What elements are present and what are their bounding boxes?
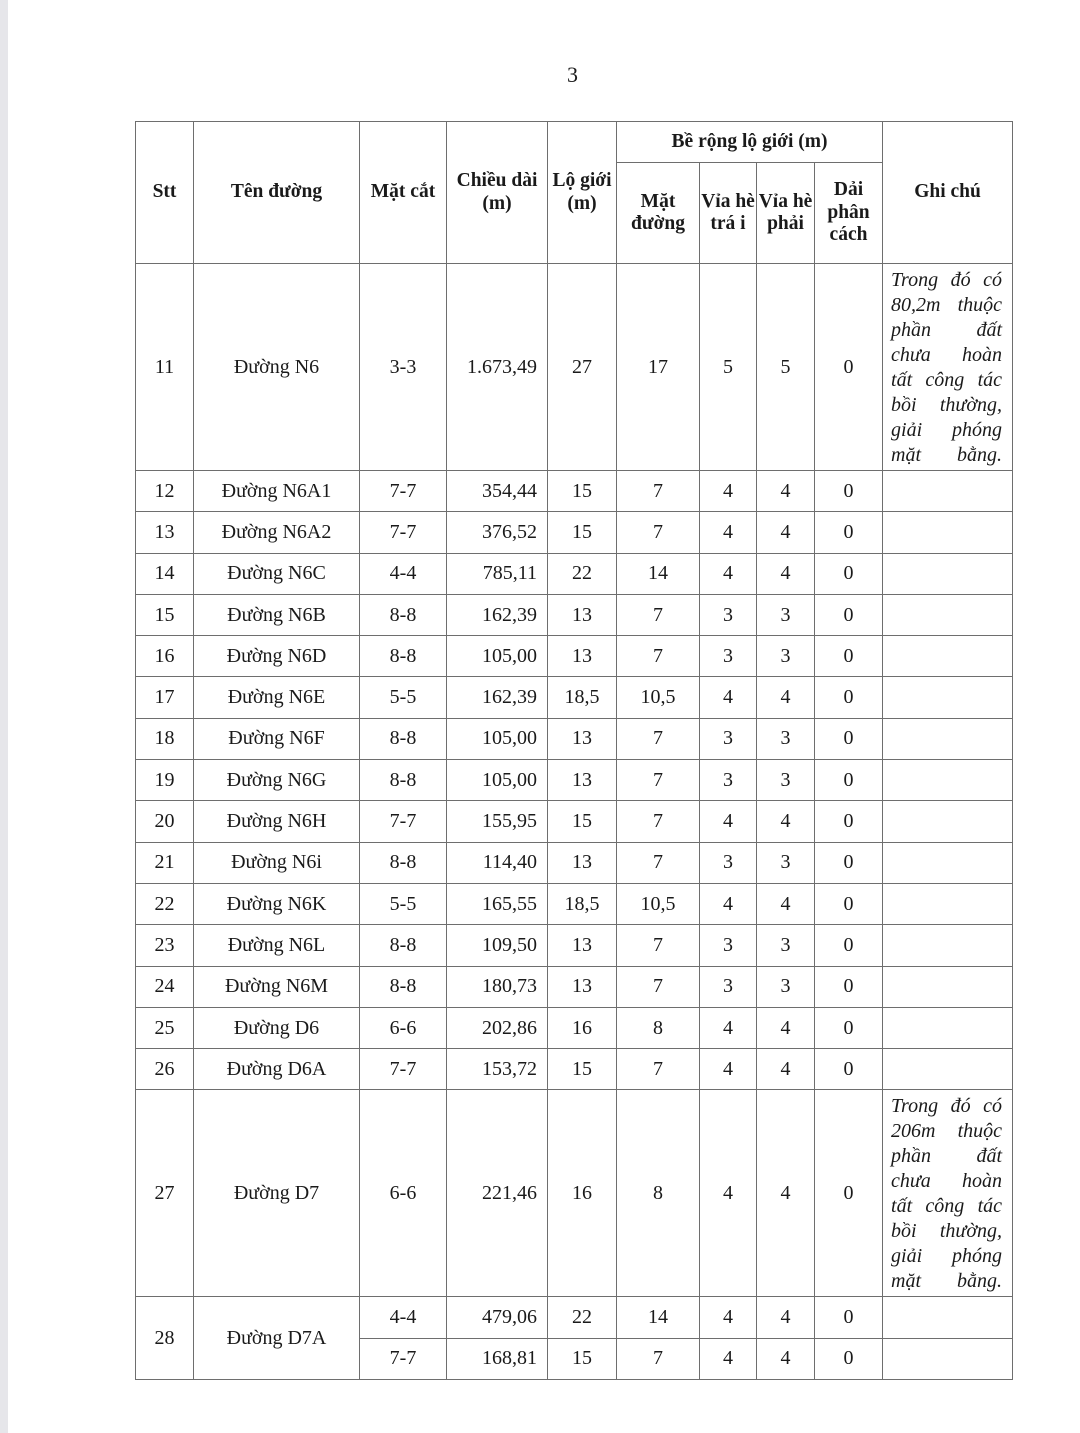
via-he-phai-cell: 4: [757, 1338, 815, 1379]
via-he-phai-cell: 3: [757, 636, 815, 677]
dai-phan-cach-cell: 0: [815, 1090, 883, 1297]
mat-duong-cell: 7: [617, 801, 700, 842]
mat-cat-cell: 8-8: [360, 842, 447, 883]
chieu-dai-cell: 376,52: [447, 512, 548, 553]
ten-duong-cell: Đường D6A: [194, 1049, 360, 1090]
via-he-phai-cell: 3: [757, 842, 815, 883]
dai-phan-cach-cell: 0: [815, 512, 883, 553]
stt-cell: 15: [136, 594, 194, 635]
ghi-chu-line: phần đất: [891, 1145, 1003, 1168]
via-he-trai-cell: 4: [700, 553, 757, 594]
via-he-trai-cell: 4: [700, 1297, 757, 1338]
mat-cat-cell: 5-5: [360, 883, 447, 924]
mat-cat-cell: 8-8: [360, 966, 447, 1007]
header-mat-cat: Mặt cắt: [360, 122, 447, 264]
ghi-chu-line: tất công tác: [891, 1195, 1003, 1218]
mat-duong-cell: 7: [617, 718, 700, 759]
via-he-phai-cell: 3: [757, 760, 815, 801]
mat-cat-cell: 8-8: [360, 594, 447, 635]
mat-cat-cell: 7-7: [360, 1338, 447, 1379]
via-he-trai-cell: 3: [700, 718, 757, 759]
mat-duong-cell: 7: [617, 1338, 700, 1379]
dai-phan-cach-cell: 0: [815, 636, 883, 677]
dai-phan-cach-cell: 0: [815, 1007, 883, 1048]
header-stt: Stt: [136, 122, 194, 264]
header-chieu-dai: Chiều dài (m): [447, 122, 548, 264]
via-he-phai-cell: 5: [757, 264, 815, 471]
stt-cell: 28: [136, 1297, 194, 1380]
table-row: [136, 801, 1013, 842]
chieu-dai-cell: 165,55: [447, 883, 548, 924]
mat-duong-cell: 7: [617, 925, 700, 966]
via-he-phai-cell: 4: [757, 883, 815, 924]
chieu-dai-cell: 168,81: [447, 1338, 548, 1379]
ten-duong-cell: Đường D7: [194, 1090, 360, 1297]
stt-cell: 13: [136, 512, 194, 553]
ghi-chu-cell: [883, 925, 1013, 966]
via-he-trai-cell: 3: [700, 636, 757, 677]
via-he-trai-cell: 3: [700, 594, 757, 635]
dai-phan-cach-cell: 0: [815, 471, 883, 512]
ten-duong-cell: Đường N6K: [194, 883, 360, 924]
viewer-left-edge: [0, 0, 8, 1433]
stt-cell: 23: [136, 925, 194, 966]
lo-gioi-cell: 13: [548, 594, 617, 635]
ten-duong-cell: Đường N6E: [194, 677, 360, 718]
stt-cell: 19: [136, 760, 194, 801]
ghi-chu-cell: [883, 636, 1013, 677]
dai-phan-cach-cell: 0: [815, 1297, 883, 1338]
ghi-chu-cell: [883, 801, 1013, 842]
via-he-trai-cell: 4: [700, 1049, 757, 1090]
via-he-phai-cell: 4: [757, 801, 815, 842]
lo-gioi-cell: 15: [548, 471, 617, 512]
chieu-dai-cell: 114,40: [447, 842, 548, 883]
via-he-phai-cell: 4: [757, 471, 815, 512]
table-row: [136, 553, 1013, 594]
table-row: [136, 1297, 1013, 1338]
chieu-dai-cell: 785,11: [447, 553, 548, 594]
mat-duong-cell: 7: [617, 636, 700, 677]
ghi-chu-line: Trong đó có: [891, 269, 1003, 291]
mat-cat-cell: 7-7: [360, 471, 447, 512]
ghi-chu-line: giải phóng: [891, 1245, 1003, 1268]
header-lo-gioi: Lộ giới (m): [548, 122, 617, 264]
lo-gioi-cell: 13: [548, 760, 617, 801]
ghi-chu-cell: [883, 677, 1013, 718]
mat-duong-cell: 14: [617, 1297, 700, 1338]
table-row: [136, 925, 1013, 966]
lo-gioi-cell: 15: [548, 801, 617, 842]
header-mat-duong: Mặt đường: [617, 163, 700, 264]
table-row: [136, 760, 1013, 801]
chieu-dai-cell: 155,95: [447, 801, 548, 842]
ten-duong-cell: Đường D7A: [194, 1297, 360, 1380]
dai-phan-cach-cell: 0: [815, 760, 883, 801]
dai-phan-cach-cell: 0: [815, 883, 883, 924]
via-he-phai-cell: 4: [757, 1297, 815, 1338]
mat-duong-cell: 8: [617, 1090, 700, 1297]
ten-duong-cell: Đường D6: [194, 1007, 360, 1048]
header-via-he-trai: Vỉa hè trá i: [700, 163, 757, 264]
ten-duong-cell: Đường N6G: [194, 760, 360, 801]
ghi-chu-line: tất công tác: [891, 369, 1003, 391]
header-be-rong-group: Bề rộng lộ giới (m): [617, 122, 883, 163]
stt-cell: 12: [136, 471, 194, 512]
via-he-phai-cell: 4: [757, 512, 815, 553]
dai-phan-cach-cell: 0: [815, 842, 883, 883]
lo-gioi-cell: 15: [548, 1049, 617, 1090]
stt-cell: 27: [136, 1090, 194, 1297]
lo-gioi-cell: 15: [548, 1338, 617, 1379]
ghi-chu-cell: [883, 1090, 1013, 1297]
via-he-phai-cell: 3: [757, 594, 815, 635]
table-row: [136, 512, 1013, 553]
page-number: 3: [567, 62, 578, 87]
via-he-phai-cell: 4: [757, 553, 815, 594]
table-row: [136, 636, 1013, 677]
via-he-trai-cell: 4: [700, 1007, 757, 1048]
stt-cell: 16: [136, 636, 194, 677]
ghi-chu-cell: [883, 553, 1013, 594]
mat-cat-cell: 8-8: [360, 718, 447, 759]
ghi-chu-line: chưa hoàn: [891, 344, 1003, 366]
chieu-dai-cell: 180,73: [447, 966, 548, 1007]
chieu-dai-cell: 153,72: [447, 1049, 548, 1090]
chieu-dai-cell: 354,44: [447, 471, 548, 512]
ghi-chu-cell: [883, 471, 1013, 512]
stt-cell: 20: [136, 801, 194, 842]
via-he-trai-cell: 4: [700, 883, 757, 924]
ghi-chu-line: Trong đó có: [891, 1095, 1003, 1118]
table-row: [136, 966, 1013, 1007]
ghi-chu-line: phần đất: [891, 319, 1003, 341]
table-body: [136, 264, 1013, 1380]
table-header: [136, 122, 1013, 264]
via-he-trai-cell: 4: [700, 1338, 757, 1379]
ten-duong-cell: Đường N6F: [194, 718, 360, 759]
lo-gioi-cell: 27: [548, 264, 617, 471]
header-ten-duong: Tên đường: [194, 122, 360, 264]
stt-cell: 14: [136, 553, 194, 594]
dai-phan-cach-cell: 0: [815, 677, 883, 718]
ghi-chu-cell: [883, 883, 1013, 924]
mat-duong-cell: 7: [617, 842, 700, 883]
mat-cat-cell: 6-6: [360, 1090, 447, 1297]
ten-duong-cell: Đường N6L: [194, 925, 360, 966]
mat-duong-cell: 7: [617, 471, 700, 512]
via-he-phai-cell: 4: [757, 1007, 815, 1048]
mat-cat-cell: 8-8: [360, 760, 447, 801]
lo-gioi-cell: 16: [548, 1007, 617, 1048]
stt-cell: 17: [136, 677, 194, 718]
table-row: [136, 842, 1013, 883]
mat-cat-cell: 8-8: [360, 636, 447, 677]
road-table: [135, 121, 1013, 1380]
lo-gioi-cell: 13: [548, 966, 617, 1007]
lo-gioi-cell: 22: [548, 553, 617, 594]
chieu-dai-cell: 479,06: [447, 1297, 548, 1338]
mat-duong-cell: 17: [617, 264, 700, 471]
via-he-trai-cell: 3: [700, 925, 757, 966]
ghi-chu-line: mặt bằng.: [891, 444, 1003, 466]
via-he-phai-cell: 4: [757, 1049, 815, 1090]
mat-duong-cell: 8: [617, 1007, 700, 1048]
mat-duong-cell: 7: [617, 1049, 700, 1090]
ghi-chu-cell: [883, 966, 1013, 1007]
via-he-trai-cell: 4: [700, 1090, 757, 1297]
mat-cat-cell: 3-3: [360, 264, 447, 471]
lo-gioi-cell: 15: [548, 512, 617, 553]
header-dai-phan-cach: Dải phân cách: [815, 163, 883, 264]
table-row: [136, 1049, 1013, 1090]
table-row: [136, 883, 1013, 924]
lo-gioi-cell: 13: [548, 842, 617, 883]
mat-cat-cell: 5-5: [360, 677, 447, 718]
chieu-dai-cell: 1.673,49: [447, 264, 548, 471]
table-row: [136, 718, 1013, 759]
ghi-chu-cell: [883, 264, 1013, 471]
via-he-trai-cell: 3: [700, 760, 757, 801]
ten-duong-cell: Đường N6B: [194, 594, 360, 635]
header-ghi-chu: Ghi chú: [883, 122, 1013, 264]
ghi-chu-cell: [883, 1338, 1013, 1379]
via-he-phai-cell: 3: [757, 966, 815, 1007]
lo-gioi-cell: 13: [548, 636, 617, 677]
lo-gioi-cell: 13: [548, 718, 617, 759]
chieu-dai-cell: 221,46: [447, 1090, 548, 1297]
ghi-chu-line: bồi thường,: [891, 394, 1003, 416]
mat-duong-cell: 10,5: [617, 677, 700, 718]
via-he-trai-cell: 4: [700, 471, 757, 512]
chieu-dai-cell: 109,50: [447, 925, 548, 966]
dai-phan-cach-cell: 0: [815, 594, 883, 635]
mat-cat-cell: 8-8: [360, 925, 447, 966]
via-he-trai-cell: 4: [700, 677, 757, 718]
mat-cat-cell: 7-7: [360, 1049, 447, 1090]
ten-duong-cell: Đường N6C: [194, 553, 360, 594]
via-he-phai-cell: 4: [757, 677, 815, 718]
via-he-phai-cell: 3: [757, 925, 815, 966]
dai-phan-cach-cell: 0: [815, 718, 883, 759]
chieu-dai-cell: 105,00: [447, 760, 548, 801]
ghi-chu-line: chưa hoàn: [891, 1170, 1003, 1193]
chieu-dai-cell: 162,39: [447, 594, 548, 635]
dai-phan-cach-cell: 0: [815, 801, 883, 842]
via-he-trai-cell: 5: [700, 264, 757, 471]
table-row: [136, 264, 1013, 471]
ghi-chu-cell: [883, 594, 1013, 635]
ten-duong-cell: Đường N6i: [194, 842, 360, 883]
stt-cell: 22: [136, 883, 194, 924]
ten-duong-cell: Đường N6D: [194, 636, 360, 677]
ghi-chu-cell: [883, 1297, 1013, 1338]
table-row: [136, 594, 1013, 635]
dai-phan-cach-cell: 0: [815, 553, 883, 594]
ten-duong-cell: Đường N6H: [194, 801, 360, 842]
ghi-chu-cell: [883, 1049, 1013, 1090]
ghi-chu-cell: [883, 718, 1013, 759]
dai-phan-cach-cell: 0: [815, 1049, 883, 1090]
via-he-trai-cell: 3: [700, 842, 757, 883]
via-he-trai-cell: 4: [700, 512, 757, 553]
mat-cat-cell: 4-4: [360, 553, 447, 594]
mat-cat-cell: 7-7: [360, 801, 447, 842]
lo-gioi-cell: 16: [548, 1090, 617, 1297]
lo-gioi-cell: 18,5: [548, 883, 617, 924]
stt-cell: 21: [136, 842, 194, 883]
lo-gioi-cell: 18,5: [548, 677, 617, 718]
ten-duong-cell: Đường N6A1: [194, 471, 360, 512]
mat-duong-cell: 7: [617, 760, 700, 801]
table-row: [136, 1007, 1013, 1048]
ghi-chu-line: bồi thường,: [891, 1220, 1003, 1243]
mat-cat-cell: 4-4: [360, 1297, 447, 1338]
mat-duong-cell: 7: [617, 512, 700, 553]
ghi-chu-cell: [883, 842, 1013, 883]
mat-duong-cell: 7: [617, 594, 700, 635]
ten-duong-cell: Đường N6: [194, 264, 360, 471]
lo-gioi-cell: 22: [548, 1297, 617, 1338]
chieu-dai-cell: 162,39: [447, 677, 548, 718]
mat-duong-cell: 14: [617, 553, 700, 594]
mat-cat-cell: 7-7: [360, 512, 447, 553]
mat-cat-cell: 6-6: [360, 1007, 447, 1048]
ten-duong-cell: Đường N6M: [194, 966, 360, 1007]
header-via-he-phai: Vỉa hè phải: [757, 163, 815, 264]
chieu-dai-cell: 105,00: [447, 718, 548, 759]
mat-duong-cell: 10,5: [617, 883, 700, 924]
stt-cell: 26: [136, 1049, 194, 1090]
dai-phan-cach-cell: 0: [815, 925, 883, 966]
dai-phan-cach-cell: 0: [815, 1338, 883, 1379]
via-he-trai-cell: 3: [700, 966, 757, 1007]
table-row: [136, 471, 1013, 512]
ghi-chu-line: giải phóng: [891, 419, 1003, 441]
stt-cell: 18: [136, 718, 194, 759]
chieu-dai-cell: 105,00: [447, 636, 548, 677]
via-he-trai-cell: 4: [700, 801, 757, 842]
mat-duong-cell: 7: [617, 966, 700, 1007]
ghi-chu-cell: [883, 1007, 1013, 1048]
ten-duong-cell: Đường N6A2: [194, 512, 360, 553]
via-he-phai-cell: 3: [757, 718, 815, 759]
chieu-dai-cell: 202,86: [447, 1007, 548, 1048]
stt-cell: 11: [136, 264, 194, 471]
lo-gioi-cell: 13: [548, 925, 617, 966]
dai-phan-cach-cell: 0: [815, 264, 883, 471]
table-row: [136, 1090, 1013, 1297]
stt-cell: 24: [136, 966, 194, 1007]
dai-phan-cach-cell: 0: [815, 966, 883, 1007]
via-he-phai-cell: 4: [757, 1090, 815, 1297]
ghi-chu-cell: [883, 760, 1013, 801]
ghi-chu-cell: [883, 512, 1013, 553]
table-row: [136, 677, 1013, 718]
ghi-chu-line: 206m thuộc: [891, 1120, 1003, 1143]
ghi-chu-line: mặt bằng.: [891, 1270, 1003, 1293]
ghi-chu-line: 80,2m thuộc: [891, 294, 1003, 316]
stt-cell: 25: [136, 1007, 194, 1048]
